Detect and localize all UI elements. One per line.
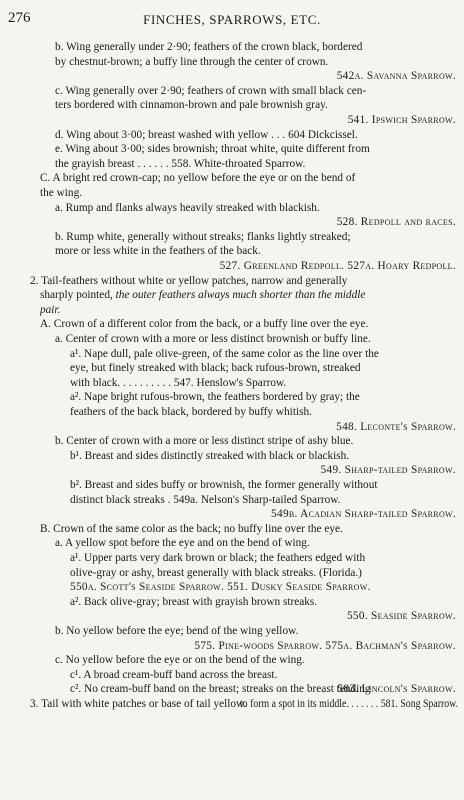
text-line: c. No yellow before the eye or on the bend of the wing.	[55, 654, 305, 667]
text-line: a. Center of crown with a more or less distinct brownish or buffy line.	[55, 333, 371, 345]
species-name: 541. Ipswich Sparrow.	[347, 114, 456, 126]
text-line: 2. Tail-feathers without white or yellow patches, narrow and generally	[30, 274, 348, 287]
page-number: 276	[8, 10, 31, 26]
species-name: 575. Pine-woods Sparrow. 575a. Bachman's Sparrow.	[194, 639, 456, 652]
text-line: olive-gray or ashy, breast generally with black streaks. (Florida.)	[70, 566, 362, 579]
text-line: a². Back olive-gray; breast with grayish brown streaks.	[70, 595, 318, 608]
text-line: b. Rump white, generally without streaks; flanks lightly streaked;	[55, 230, 351, 243]
running-head: FINCHES, SPARROWS, ETC.	[143, 12, 321, 27]
text-line: with black. . . . . . . . . . 547. Henslow's Sparrow.	[70, 376, 287, 389]
text-line: b. Wing generally under 2·90; feathers of the crown black, bordered	[55, 41, 363, 53]
text-line: b². Breast and sides buffy or brownish, the former generally without	[70, 479, 378, 491]
text-line: a¹. Nape dull, pale olive-green, of the same color as the line over the	[70, 347, 379, 360]
italic-phrase: the outer feathers always much shorter than the middle	[115, 289, 366, 302]
text-line: a. Rump and flanks always heavily streaked with blackish.	[55, 201, 320, 214]
text-line: c². No cream-buff band on the breast; streaks on the breast tending	[70, 683, 371, 696]
text-line: b¹. Breast and sides distinctly streaked with black or blackish.	[70, 449, 350, 462]
text-line: e. Wing about 3·00; sides brownish; throat white, quite different from	[55, 143, 370, 156]
text-line: the wing.	[40, 187, 83, 199]
text-line: A. Crown of a different color from the back, or a buffy line over the eye.	[40, 318, 369, 331]
page-header	[0, 10, 464, 30]
species-name: 550. Seaside Sparrow.	[346, 610, 456, 623]
species-name: 528. Redpoll and races.	[336, 216, 456, 229]
text-line: a. A yellow spot before the eye and on the bend of wing.	[55, 537, 310, 550]
text-line	[40, 288, 365, 302]
species-name: 542a. Savanna Sparrow.	[336, 70, 456, 83]
species-name: 527. Greenland Redpoll. 527a. Hoary Redpoll.	[219, 260, 456, 272]
text-line: to form a spot in its middle. . . . . . . 581. Song Sparrow.	[240, 698, 459, 710]
text-line: the grayish breast . . . . . . 558. White-throated Sparrow.	[55, 157, 306, 170]
text-line: b. No yellow before the eye; bend of the wing yellow.	[55, 625, 299, 637]
text-line: d. Wing about 3·00; breast washed with yellow . . . 604 Dickcissel.	[55, 128, 358, 141]
text-line: c. Wing generally over 2·90; feathers of crown with small black cen-	[55, 84, 367, 97]
species-name: 549. Sharp-tailed Sparrow.	[320, 464, 456, 477]
species-name: 550a. Scott's Seaside Sparrow. 551. Dusky Seaside Sparrow.	[70, 581, 371, 594]
text-line: C. A bright red crown-cap; no yellow before the eye or on the bend of	[40, 172, 356, 185]
text-line: feathers of the back black, bordered by buffy whitish.	[70, 406, 312, 418]
text-line: eye, but finely streaked with black; back rufous-brown, streaked	[70, 362, 361, 375]
species-name: 549b. Acadian Sharp-tailed Sparrow.	[271, 508, 456, 521]
species-name: 583. Lincoln's Sparrow.	[337, 683, 456, 696]
species-name: 548. Leconte's Sparrow.	[336, 420, 456, 433]
text-line: a². Nape bright rufous-brown, the feathers bordered by gray; the	[70, 391, 360, 404]
text-line: B. Crown of the same color as the back; no buffy line over the eye.	[40, 522, 343, 535]
text-span: sharply pointed,	[40, 289, 113, 302]
text-line: c¹. A broad cream-buff band across the breast.	[70, 668, 278, 681]
text-line: ters bordered with cinnamon-brown and pale brownish gray.	[55, 99, 328, 112]
text-line	[40, 303, 60, 317]
text-line: 3. Tail with white patches or base of tail yellow.	[30, 698, 247, 710]
text-line: b. Center of crown with a more or less distinct stripe of ashy blue.	[55, 435, 354, 448]
text-line: more or less white in the feathers of the back.	[55, 245, 261, 258]
text-line: a¹. Upper parts very dark brown or black; the feathers edged with	[70, 552, 366, 564]
text-line: distinct black streaks . 549a. Nelson's Sharp-tailed Sparrow.	[70, 493, 341, 506]
text-line: by chestnut-brown; a buffy line through the center of crown.	[55, 55, 329, 68]
italic-phrase: pair.	[40, 303, 61, 316]
